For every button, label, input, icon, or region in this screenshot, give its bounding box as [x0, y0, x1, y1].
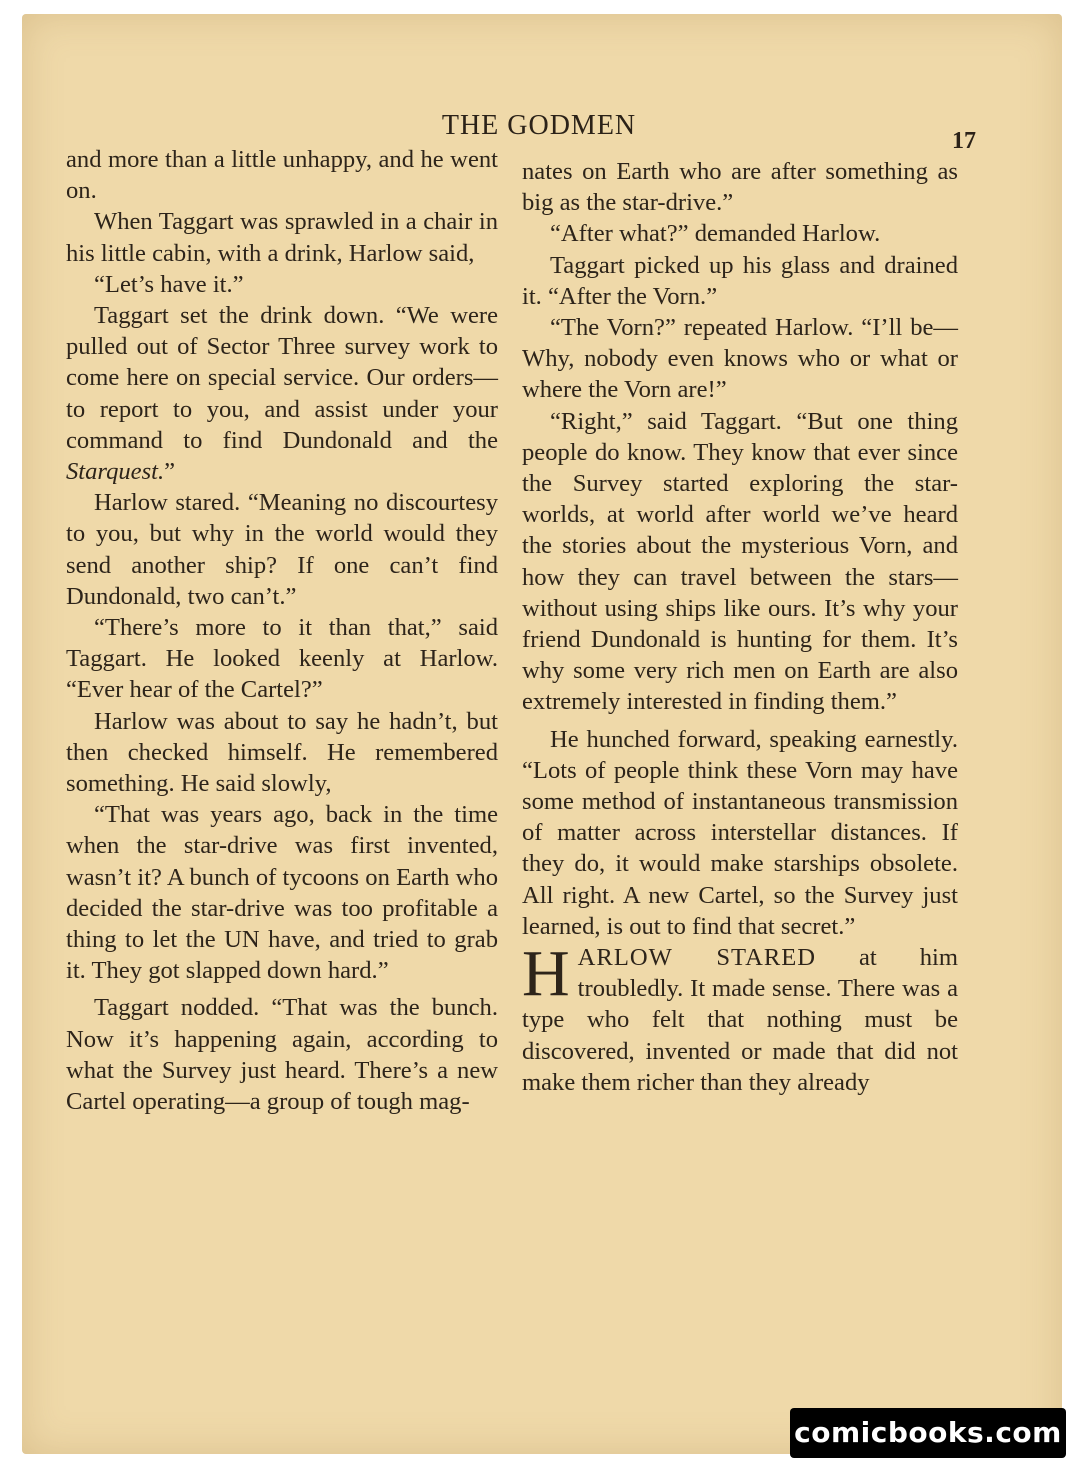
paragraph-text: at him troubledly. It made sense. There was a type who felt that nothing must be discovered, invented or made that did not make them richer than they already: [522, 944, 958, 1096]
paragraph: “After what?” demanded Harlow.: [550, 220, 881, 248]
paragraph: “Let’s have it.”: [94, 270, 244, 298]
paragraph: “Right,” said Taggart. “But one thing people do know. They know that ever since the Survey started exploring the star-worlds, at world after world we’ve heard the stories about the mysterious Vorn, and how they can travel between the stars—without using ships like ours. It’s why your friend Dundonald is hunting for them. It’s why some very rich men on Earth are also extremely interested in finding them.”: [522, 407, 958, 716]
paragraph: “The Vorn?” repeated Harlow. “I’ll be— Why, nobody even knows who or what or where the Vorn are!”: [522, 314, 958, 404]
paragraph: He hunched forward, speaking earnestly. “Lots of people think these Vorn may have some method of instantaneous transmission of matter across interstellar distances. If they do, it would make starships obsolete. All right. A new Cartel, so the Survey just learned, is out to find that secret.”: [522, 725, 958, 940]
closing-quote: ”: [164, 458, 176, 486]
right-column: [522, 156, 958, 1098]
paragraph: When Taggart was sprawled in a chair in his little cabin, with a drink, Harlow said,: [66, 208, 498, 267]
paragraph: and more than a little unhappy, and he went on.: [66, 146, 498, 205]
drop-cap: H: [522, 937, 570, 1011]
page-number: 17: [952, 128, 976, 154]
paragraph: Taggart picked up his glass and drained it. “After the Vorn.”: [522, 251, 958, 310]
left-column: [66, 144, 498, 1117]
paragraph: Harlow stared. “Meaning no discourtesy to you, but why in the world would they send another ship? If one can’t find Dundonald, two can’t.”: [66, 489, 498, 610]
lead-in-caps: ARLOW STARED: [577, 944, 817, 972]
section-opening-paragraph: [522, 937, 958, 1098]
paragraph-text: Taggart set the drink down. “We were pulled out of Sector Three survey work to come here on special service. Our orders—to report to you, and assist under your command to find Dundonald and the: [66, 302, 498, 454]
paragraph: “There’s more to it than that,” said Taggart. He looked keenly at Harlow. “Ever hear of the Cartel?”: [66, 614, 498, 704]
paragraph: Harlow was about to say he hadn’t, but then checked himself. He remembered something. He said slowly,: [66, 707, 498, 798]
paragraph: [66, 300, 498, 487]
ship-name: Starquest.: [66, 458, 165, 486]
paragraph: nates on Earth who are after something as big as the star-drive.”: [522, 158, 958, 217]
paragraph: Taggart nodded. “That was the bunch. Now it’s happening again, according to what the Survey just heard. There’s a new Cartel operating—a group of tough mag-: [66, 994, 498, 1116]
running-title: THE GODMEN: [441, 110, 637, 141]
site-watermark: comicbooks.com: [790, 1408, 1066, 1458]
paragraph: “That was years ago, back in the time when the star-drive was first invented, wasn’t it? A bunch of tycoons on Earth who decided the star-drive was too profitable a thing to let the UN have, and tried to grab it. They got slapped down hard.”: [66, 801, 498, 985]
